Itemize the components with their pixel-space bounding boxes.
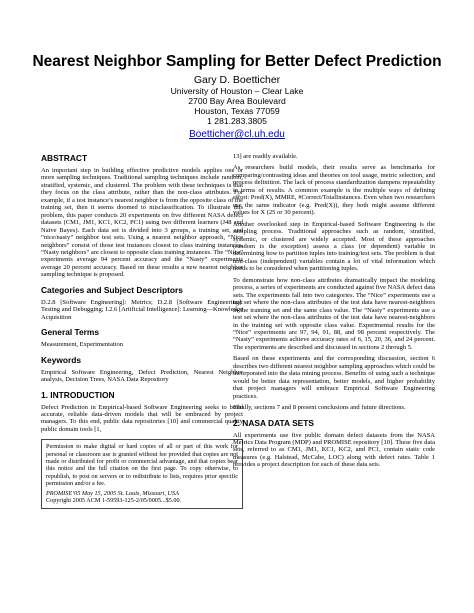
acm-copyright: Copyright 2005 ACM 1-59593-125-2/05/0005...$5.00. <box>46 497 182 505</box>
nasa-datasets-heading: 2. NASA DATA SETS <box>233 417 314 428</box>
left-column <box>41 153 243 509</box>
author-name: Gary D. Boetticher <box>193 74 281 86</box>
introduction-text: Defect Prediction in Empirical-based Software Engineering seeks to build accurate, reliable data-driven models that will be embraced by project managers. To this end, public data repositories [10] and commercial quality public domain tools [1, <box>41 403 243 433</box>
paragraph: Another overlooked step in Empirical-based Software Engineering is the sampling process. Traditional approaches such as random, stratified, systemic, or clustered are widely accepted. Most of these approaches (random is the exception) assess a class (or dependent) variable in determining how to partition tuples into training/test sets. The problem is that non-class (independent) variables contain a lot of vital information which needs to be considered when partitioning tuples. <box>233 220 435 273</box>
author-email-link[interactable]: Boetticher@cl.uh.edu <box>189 129 285 140</box>
affiliation-phone: 1 281.283.3805 <box>207 116 267 126</box>
affiliation-line: University of Houston – Clear Lake <box>170 86 304 96</box>
copyright-box <box>41 439 243 508</box>
author-email-wrap <box>0 129 474 140</box>
venue-text: PROMISE’05 May 15, 2005 St. Louis, Missouri, USA <box>46 490 179 498</box>
copyright-text: Permission to make digital or hard copies of all or part of this work for personal or classroom use is granted without fee provided that copies are not made or distributed for profit or commercial advantage, and that copies bear this notice and the full citation on the first page. To copy otherwise, to republish, to post on servers or to redistribute to lists, requires prior specific permission and/or a fee. <box>46 443 238 487</box>
right-column <box>233 153 435 473</box>
affiliation-line: Houston, Texas 77059 <box>194 106 280 116</box>
paragraph: As researchers build models, their results serve as benchmarks for comparing/contrasting ideas and theories on tool usage, metric selection, and process definition. The lack of process standardization dampens repeatability in terms of results. A common example is the multiple ways of defining effort: Pred(X), MMRE, #Correct/TotalInstances. Even when two researchers use the same indicator (e.g. Pred(X)), they both might assume different values for X (25 or 30 percent). <box>233 164 435 217</box>
categories-heading: Categories and Subject Descriptors <box>41 284 183 295</box>
paper-title: Nearest Neighbor Sampling for Better Defect Prediction <box>32 53 442 70</box>
abstract-heading: ABSTRACT <box>41 153 88 163</box>
intro-continued: 13] are readily available. <box>233 153 298 160</box>
keywords-text: Empirical Software Engineering, Defect Prediction, Nearest Neighbor analysis, Decision Trees, NASA Data Repository <box>41 368 243 384</box>
keywords-heading: Keywords <box>41 354 82 365</box>
abstract-text: An important step in building effective predictive models applies one or more sampling techniques. Traditional sampling techniques include random, stratified, systemic, and clustered. The problem with these techniques is that they focus on the class attribute, rather than the non-class attributes. For example, if a test instance’s nearest neighbor is from the opposite class of the training set, then it seems doomed to misclassification. To illustrate this problem, this paper conducts 20 experiments on five different NASA defect datasets (CM1, JM1, KC1, KC2, PC1) using two different learners (J48 and Naïve Bayes). Each data set is divided into 3 groups, a training set, and “nice/nasty” neighbor test sets. Using a nearest neighbor approach, “Nice neighbors” consist of those test instances closest to class training instances. “Nasty neighbors” are closest to opposite class training instances. The “Nice” experiments average 94 percent accuracy and the “Nasty” experiments average 20 percent accuracy. Based on these results a new nearest neighbor sampling technique is proposed. <box>41 167 243 279</box>
general-terms-text: Measurement, Experimentation <box>41 341 123 349</box>
affiliation-line: 2700 Bay Area Boulevard <box>188 96 286 106</box>
paragraph: To demonstrate how non-class attributes dramatically impact the modeling process, a series of experiments are conducted against five NASA defect data sets. The experiments fall into two categories. The “Nice” experiments use a test set where the non-class attributes of the test data have nearest-neighbors in the training set and the same class value. The “Nasty” experiments use a test set where the non-class attributes of the test data have nearest-neighbors in the training set with opposite class value. Experimental results for the “Nice” experiments are 97, 94, 91, 88, and 98 percent respectively. The “Nasty” experiments achieve accuracy rates of 6, 15, 20, 36, and 24 percent. The experiments are described and discussed in sections 2 through 5. <box>233 276 435 351</box>
paragraph: Finally, sections 7 and 8 present conclusions and future directions. <box>233 404 406 412</box>
introduction-heading: 1. INTRODUCTION <box>41 389 115 400</box>
paragraph: All experiments use five public domain defect datasets from the NASA Metrics Data Program (MDP) and PROMISE repository [10]. These five data sets, referred to as CM1, JM1, KC1, KC2, and PC1, contain static code measures (e.g. Halstead, McCabe, LOC) along with defect rates. Table 1 provides a project description for each of these data sets. <box>233 431 435 469</box>
categories-text: D.2.8 [Software Engineering]: Metrics; D.2.8 [Software Engineering]: Testing and Debugging; I.2.6 [Artificial Intelligence]: Learning—Knowledge Acquisition <box>41 298 243 321</box>
paragraph: Based on these experiments and the corresponding discussion, section 6 describes two different nearest neighbor sampling approaches which could be incorporated into the data mining process. Benefits of using such a technique would be better data representation, better models, and higher probability that project managers will embrace Empirical Software Engineering practices. <box>233 355 435 400</box>
general-terms-heading: General Terms <box>41 327 100 338</box>
